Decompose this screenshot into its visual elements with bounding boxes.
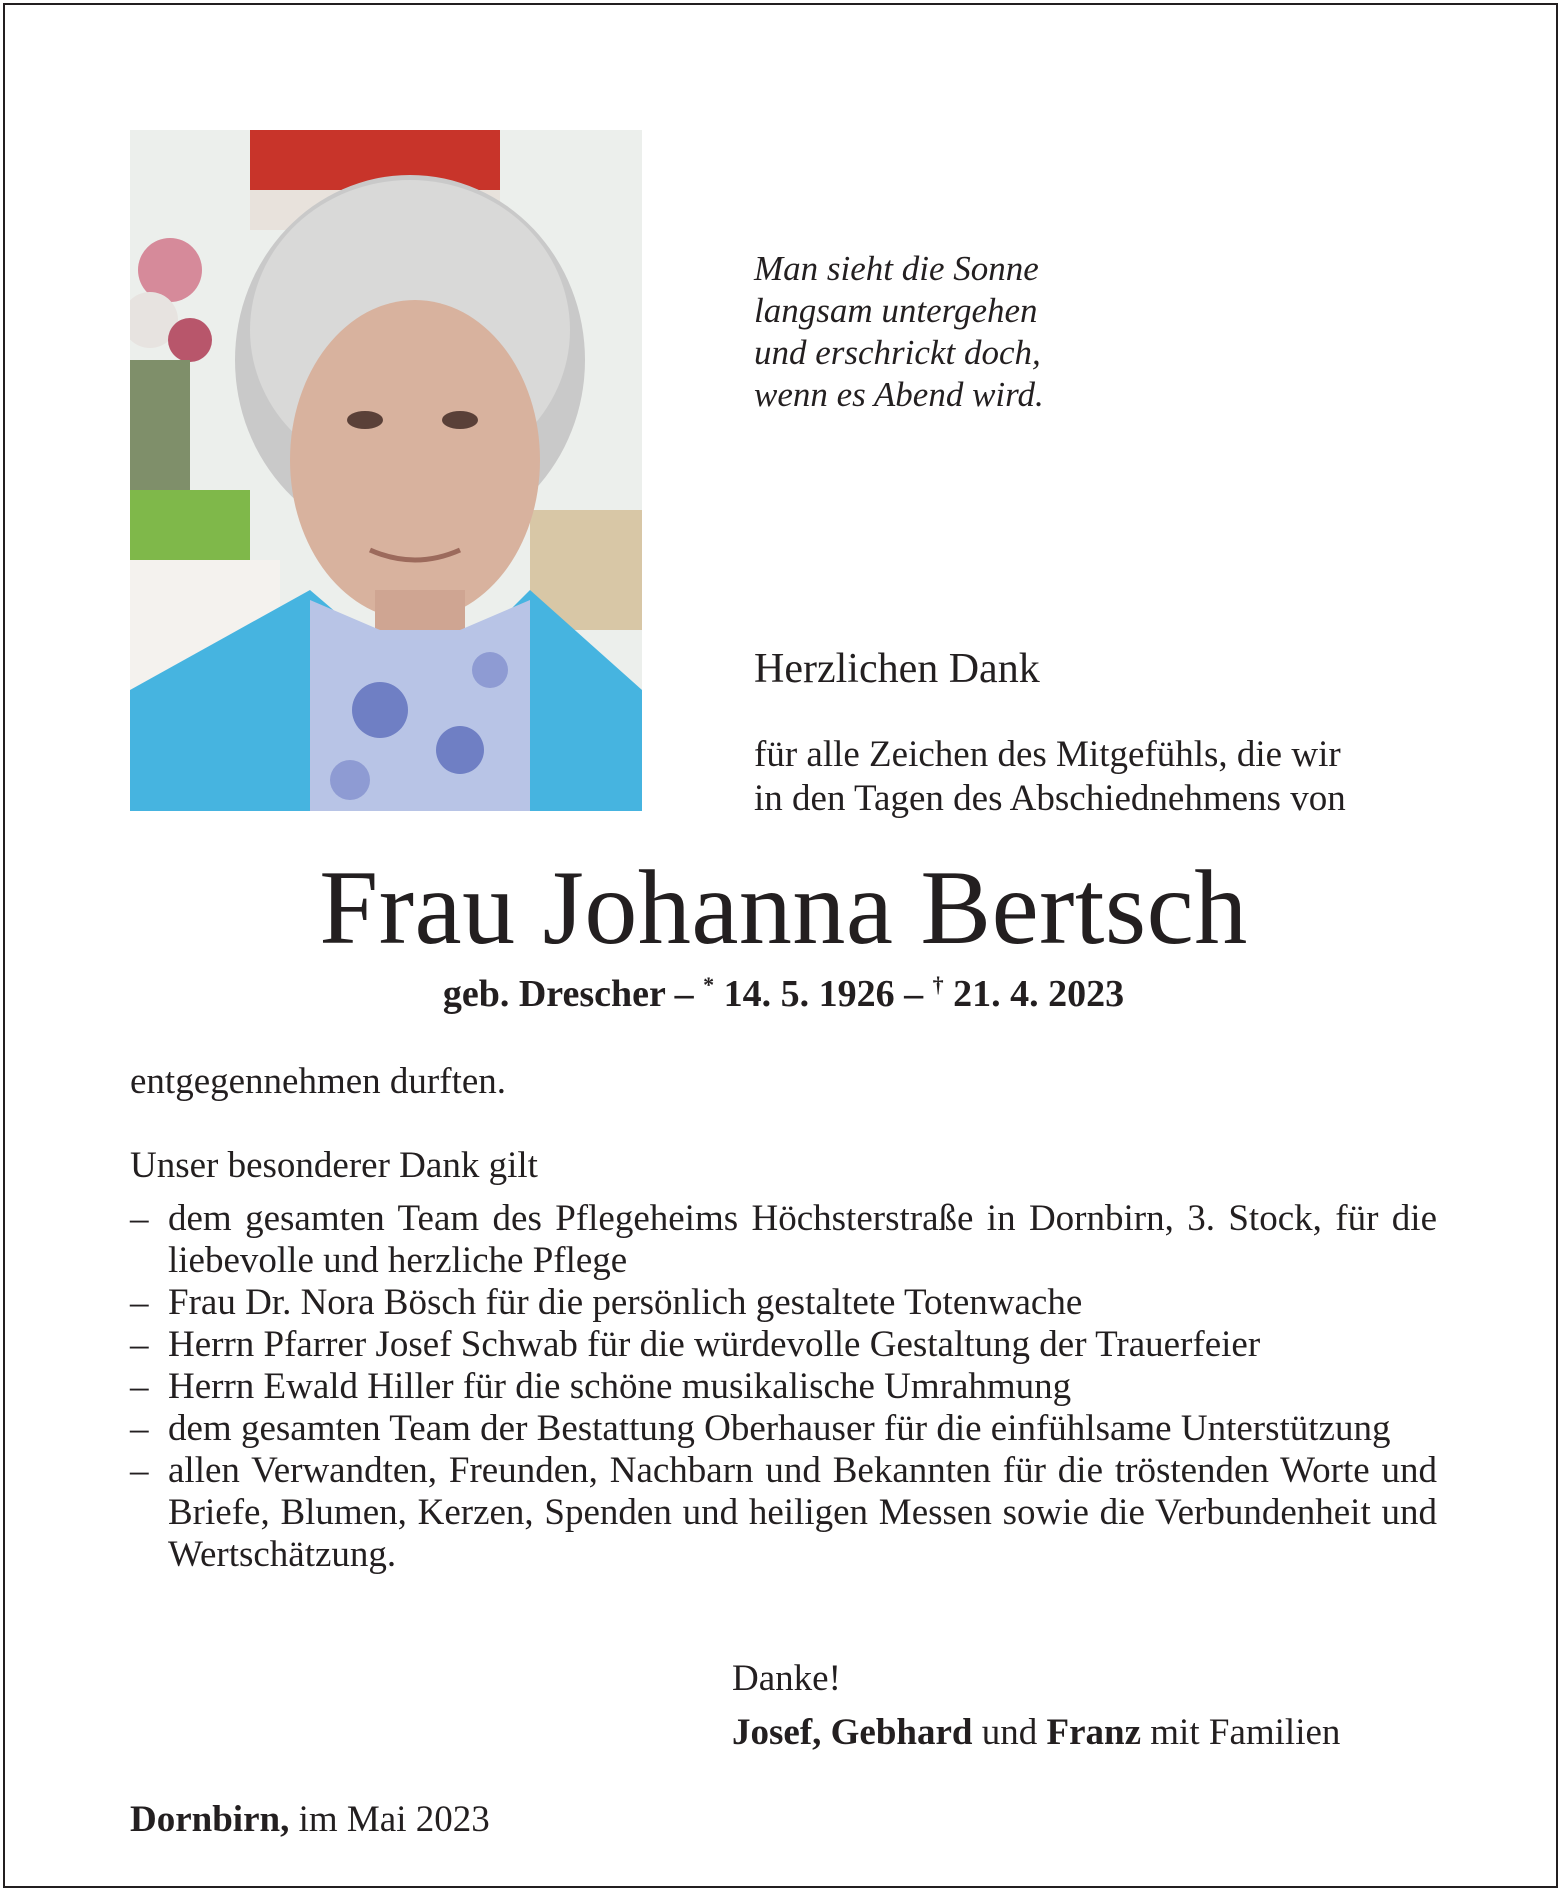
birth-date: 14. 5. 1926 <box>714 973 895 1015</box>
deceased-name: Frau Johanna Bertsch <box>319 849 1248 966</box>
list-item <box>130 1282 1437 1324</box>
family-names-2: Franz <box>1046 1712 1142 1753</box>
poem-quote <box>754 248 1044 416</box>
portrait-illustration <box>130 130 642 811</box>
family-rest: mit Familien <box>1141 1712 1341 1753</box>
list-item-text: dem gesamten Team der Bestattung Oberhauser für die einfühlsame Unterstützung <box>168 1408 1391 1449</box>
intro-text <box>754 733 1346 821</box>
life-dates <box>0 970 1567 1018</box>
list-item-text: allen Verwandten, Freunden, Nachbarn und Bekannten für die tröstenden Worte und Briefe, Blumen, Kerzen, Spenden und heiligen Messen sowie die Verbundenheit und Wertschätzung. <box>168 1450 1437 1575</box>
dash-bullet: – <box>130 1282 149 1323</box>
list-item <box>130 1408 1437 1450</box>
separator: – <box>894 973 933 1015</box>
conjunction: und <box>972 1712 1047 1753</box>
list-item <box>130 1450 1437 1576</box>
date-text: im Mai 2023 <box>289 1799 490 1840</box>
family-signature <box>732 1710 1340 1756</box>
dash-bullet: – <box>130 1408 149 1449</box>
place-and-date <box>130 1797 490 1843</box>
poem-line: und erschrickt doch, <box>754 333 1041 372</box>
dash-bullet: – <box>130 1324 149 1365</box>
dash-bullet: – <box>130 1450 149 1491</box>
received-text: entgegennehmen durften. <box>130 1061 507 1102</box>
special-thanks-heading: Unser besonderer Dank gilt <box>130 1145 538 1186</box>
intro-line: für alle Zeichen des Mitgefühls, die wir <box>754 734 1341 775</box>
list-item-text: Frau Dr. Nora Bösch für die persönlich gestaltete Totenwache <box>168 1282 1083 1323</box>
death-date: 21. 4. 2023 <box>943 973 1125 1015</box>
poem-line: wenn es Abend wird. <box>754 375 1044 414</box>
thanks-list <box>130 1198 1437 1576</box>
maiden-name: geb. Drescher <box>442 973 666 1015</box>
poem-line: langsam untergehen <box>754 291 1038 330</box>
list-item-text: dem gesamten Team des Pflegeheims Höchsterstraße in Dornbirn, 3. Stock, für die liebevolle und herzliche Pflege <box>168 1198 1437 1281</box>
portrait-photo <box>130 130 642 811</box>
dash-bullet: – <box>130 1366 149 1407</box>
intro-line: in den Tagen des Abschiednehmens von <box>754 778 1346 819</box>
signoff: Danke! <box>732 1658 841 1699</box>
list-item-text: Herrn Pfarrer Josef Schwab für die würdevolle Gestaltung der Trauerfeier <box>168 1324 1261 1365</box>
birth-symbol: * <box>703 972 715 997</box>
city: Dornbirn, <box>130 1799 290 1840</box>
dash-bullet: – <box>130 1198 149 1239</box>
list-item-text: Herrn Ewald Hiller für die schöne musikalische Umrahmung <box>168 1366 1072 1407</box>
separator: – <box>665 973 704 1015</box>
thanks-heading: Herzlichen Dank <box>754 646 1040 692</box>
poem-line: Man sieht die Sonne <box>754 249 1039 288</box>
list-item <box>130 1198 1437 1282</box>
list-item <box>130 1324 1437 1366</box>
family-names-1: Josef, Gebhard <box>732 1712 973 1753</box>
list-item <box>130 1366 1437 1408</box>
death-symbol: † <box>932 972 944 997</box>
